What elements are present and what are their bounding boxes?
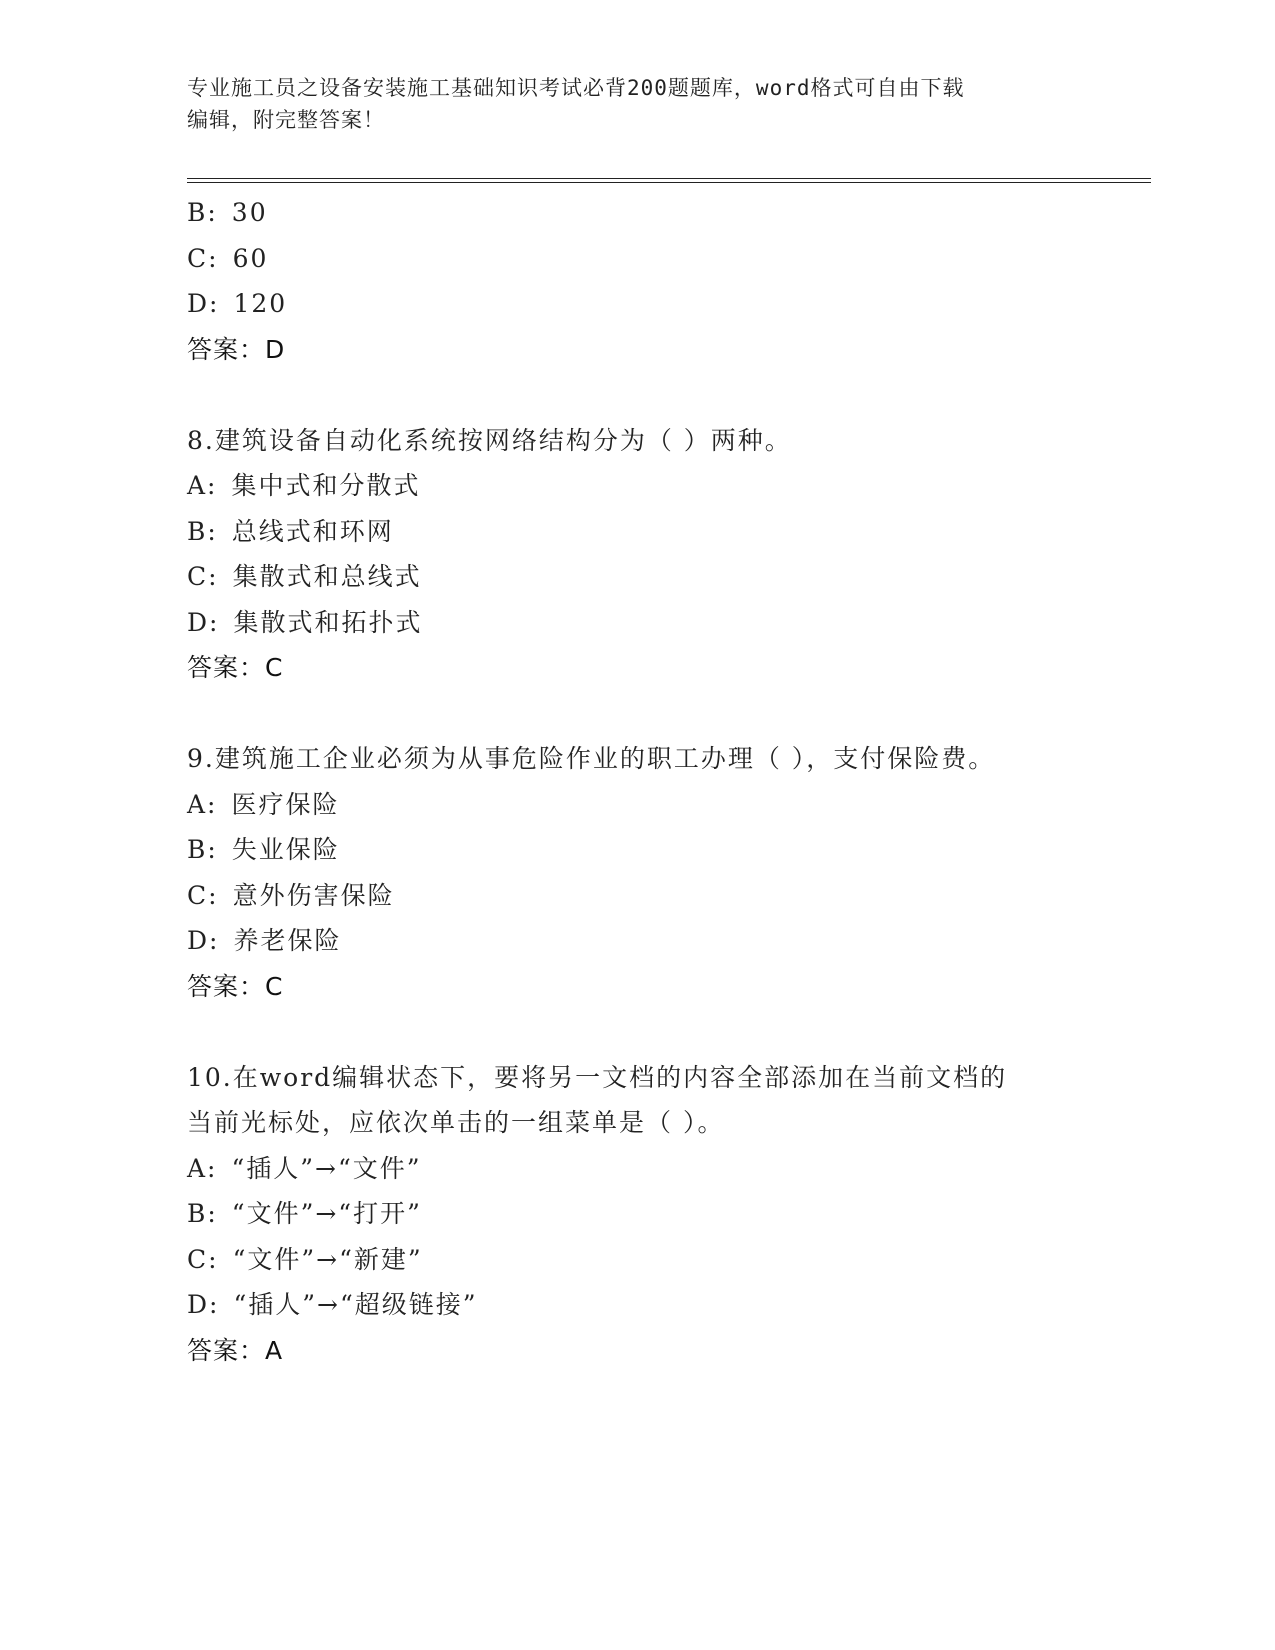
option-c bbox=[187, 236, 1087, 282]
option-d bbox=[187, 281, 1087, 327]
option-d bbox=[187, 600, 1087, 646]
option-text: 120 bbox=[233, 289, 288, 318]
option-label: C: bbox=[187, 1244, 219, 1274]
option-b bbox=[187, 827, 1087, 873]
option-c bbox=[187, 554, 1087, 600]
answer-line: 答案：C bbox=[187, 653, 284, 682]
option-label: D: bbox=[187, 926, 220, 955]
option-a bbox=[187, 782, 1087, 828]
option-label: D: bbox=[187, 289, 220, 318]
option-label: C: bbox=[187, 562, 219, 591]
option-text: 集中式和分散式 bbox=[231, 471, 421, 500]
option-a bbox=[187, 1146, 1087, 1192]
option-c bbox=[187, 873, 1087, 919]
option-a bbox=[187, 463, 1087, 509]
answer-line: 答案：A bbox=[187, 1335, 284, 1365]
option-text: 集散式和总线式 bbox=[232, 562, 422, 591]
header-double-rule bbox=[187, 178, 1151, 183]
option-text: 总线式和环网 bbox=[231, 516, 394, 546]
option-label: A: bbox=[187, 789, 218, 819]
spacer bbox=[187, 691, 1087, 737]
answer-line: 答案：D bbox=[187, 334, 286, 364]
option-b bbox=[187, 190, 1087, 236]
question-content bbox=[187, 190, 1087, 1373]
option-label: C: bbox=[187, 243, 219, 273]
option-text: 集散式和拓扑式 bbox=[233, 607, 423, 637]
option-label: C: bbox=[187, 880, 219, 910]
question-9-block bbox=[187, 736, 1087, 1009]
question-8-block bbox=[187, 418, 1087, 691]
option-text: 意外伤害保险 bbox=[232, 880, 395, 910]
option-text: “插人”→“文件” bbox=[231, 1153, 422, 1183]
option-text: “插人”→“超级链接” bbox=[233, 1290, 478, 1319]
question-10-block bbox=[187, 1055, 1087, 1374]
option-d bbox=[187, 918, 1087, 964]
option-label: B: bbox=[187, 1199, 218, 1228]
option-text: 养老保险 bbox=[233, 926, 342, 955]
question-stem-continued: 当前光标处，应依次单击的一组菜单是（ ）。 bbox=[187, 1108, 725, 1137]
option-c bbox=[187, 1237, 1087, 1283]
option-label: B: bbox=[187, 516, 218, 546]
option-text: 60 bbox=[232, 243, 269, 273]
header-title-line-2: 编辑，附完整答案！ bbox=[187, 108, 385, 132]
spacer bbox=[187, 372, 1087, 418]
option-text: 30 bbox=[231, 198, 268, 227]
question-stem: 10.在word编辑状态下，要将另一文档的内容全部添加在当前文档的 bbox=[187, 1062, 1008, 1092]
question-stem: 9.建筑施工企业必须为从事危险作业的职工办理（ ），支付保险费。 bbox=[187, 744, 996, 773]
option-text: 失业保险 bbox=[231, 835, 340, 864]
option-text: “文件”→“新建” bbox=[232, 1244, 423, 1274]
option-label: B: bbox=[187, 835, 218, 864]
option-label: A: bbox=[187, 1153, 218, 1183]
option-text: “文件”→“打开” bbox=[231, 1199, 422, 1228]
option-label: B: bbox=[187, 198, 218, 227]
header-title-line-1: 专业施工员之设备安装施工基础知识考试必背200题题库，word格式可自由下载 bbox=[187, 76, 965, 100]
option-label: A: bbox=[187, 471, 218, 500]
option-d bbox=[187, 1282, 1087, 1328]
spacer bbox=[187, 1009, 1087, 1055]
option-label: D: bbox=[187, 1290, 220, 1319]
document-header bbox=[187, 72, 1067, 136]
prev-question-block bbox=[187, 190, 1087, 372]
option-b bbox=[187, 509, 1087, 555]
option-b bbox=[187, 1191, 1087, 1237]
option-label: D: bbox=[187, 607, 220, 637]
option-text: 医疗保险 bbox=[231, 789, 340, 819]
question-stem: 8.建筑设备自动化系统按网络结构分为（ ）两种。 bbox=[187, 425, 792, 455]
answer-line: 答案：C bbox=[187, 971, 284, 1001]
